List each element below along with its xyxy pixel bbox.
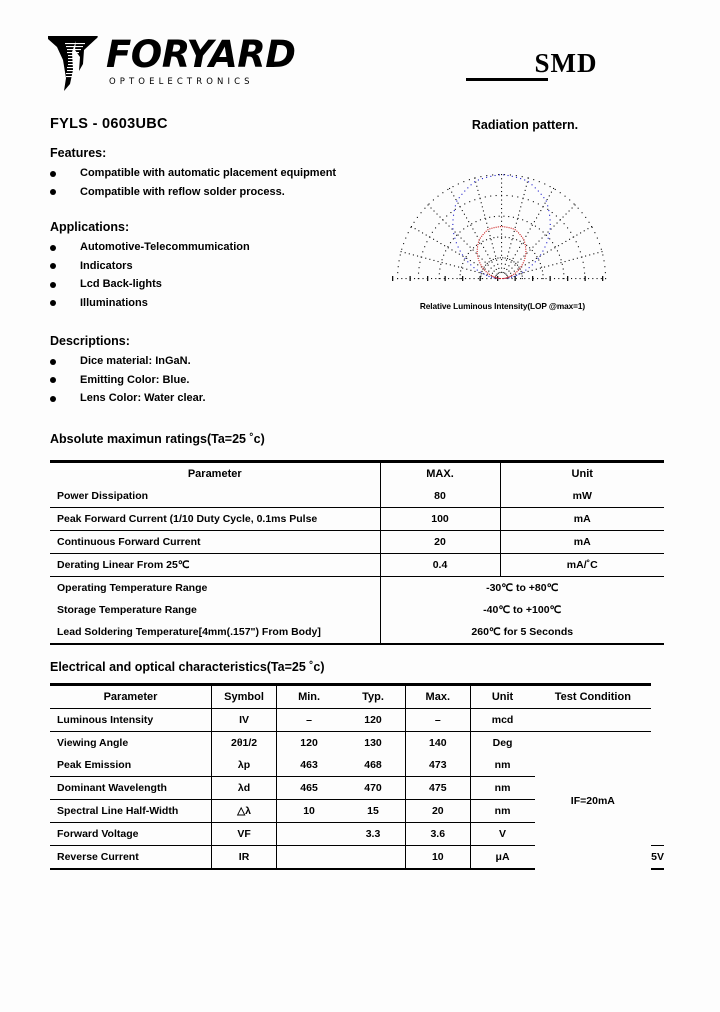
table-row xyxy=(50,621,664,644)
list-item-label: Compatible with automatic placement equipment xyxy=(80,167,337,179)
cell-max: – xyxy=(406,709,471,732)
features-heading: Features: xyxy=(50,146,107,160)
cell-min: 10 xyxy=(277,800,341,823)
cell-max: 80 xyxy=(380,485,500,508)
list-item xyxy=(50,183,336,202)
list-item xyxy=(50,294,250,313)
table-row xyxy=(50,599,664,621)
cell-min: – xyxy=(277,709,341,732)
cell-parameter: Spectral Line Half-Width xyxy=(50,800,212,823)
cell-max: 20 xyxy=(380,531,500,554)
list-item-label: Compatible with reflow solder process. xyxy=(80,185,285,198)
cell-min: 120 xyxy=(277,732,341,755)
list-item xyxy=(50,238,250,257)
list-item-label: Illuminations xyxy=(80,296,148,309)
applications-heading: Applications: xyxy=(50,220,130,234)
cell-parameter: Viewing Angle xyxy=(50,732,212,755)
column-header-min: Min. xyxy=(277,685,341,709)
cell-value: 260℃ for 5 Seconds xyxy=(380,621,664,644)
cell-unit: mA/˚C xyxy=(500,554,664,577)
cell-unit: nm xyxy=(470,800,534,823)
list-item-label: Automotive-Telecommumication xyxy=(80,241,250,253)
table-row xyxy=(50,709,664,732)
cell-parameter: Luminous Intensity xyxy=(50,709,212,732)
cell-max: 20 xyxy=(406,800,471,823)
applications-list xyxy=(50,238,250,312)
bullet-icon xyxy=(50,245,56,251)
brand-text-block xyxy=(106,30,295,88)
cell-unit: mA xyxy=(500,508,664,531)
column-header-unit: Unit xyxy=(500,462,664,486)
smd-label: SMD xyxy=(534,48,598,78)
bullet-icon xyxy=(50,359,56,365)
table-header-row xyxy=(50,462,664,486)
applications-section xyxy=(50,220,250,312)
cell-max: 100 xyxy=(380,508,500,531)
cell-parameter: Forward Voltage xyxy=(50,823,212,846)
cell-typ: 130 xyxy=(341,732,405,755)
cell-parameter: Storage Temperature Range xyxy=(57,604,197,616)
cell-parameter: Peak Emission xyxy=(57,759,132,771)
column-header-max: MAX. xyxy=(380,462,500,486)
bullet-icon xyxy=(50,263,56,269)
list-item-label: Emitting Color: Blue. xyxy=(80,373,190,386)
column-header-parameter: Parameter xyxy=(50,462,380,486)
cell-symbol: IV xyxy=(212,709,277,732)
features-section xyxy=(50,146,336,201)
cell-unit: nm xyxy=(470,754,534,777)
cell-parameter: Dominant Wavelength xyxy=(50,777,212,800)
table-row xyxy=(50,508,664,531)
bullet-icon xyxy=(50,282,56,288)
cell-unit: mcd xyxy=(470,709,534,732)
cell-min xyxy=(277,823,341,846)
cell-min: 463 xyxy=(277,754,341,777)
cell-unit: Deg xyxy=(470,732,534,755)
cell-typ: 468 xyxy=(364,759,382,771)
cell-symbol: 2θ1/2 xyxy=(212,732,277,755)
bullet-icon xyxy=(50,171,56,177)
cell-typ: 15 xyxy=(341,800,405,823)
column-header-unit: Unit xyxy=(470,685,534,709)
cell-typ xyxy=(341,846,405,870)
cell-test-condition-main: IF=20mA xyxy=(535,732,652,870)
radiation-pattern-title: Radiation pattern. xyxy=(471,118,579,132)
descriptions-heading: Descriptions: xyxy=(50,334,130,348)
column-header-max: Max. xyxy=(406,685,471,709)
table-header-row xyxy=(50,685,664,709)
cell-symbol: λd xyxy=(212,777,277,800)
page-header xyxy=(46,30,676,102)
cell-unit: mA xyxy=(500,531,664,554)
column-header-symbol: Symbol xyxy=(212,685,277,709)
smd-underline xyxy=(466,78,548,81)
list-item xyxy=(50,164,336,183)
column-header-test-condition: Test Condition xyxy=(535,685,652,709)
table-row xyxy=(50,485,664,508)
cell-max: 140 xyxy=(406,732,471,755)
cell-min xyxy=(277,846,341,870)
list-item xyxy=(50,257,250,276)
cell-parameter: Peak Forward Current (1/10 Duty Cycle, 0.1ms Pulse xyxy=(50,508,380,531)
list-item xyxy=(50,371,206,390)
radiation-pattern-caption: Relative Luminous Intensity(LOP @max=1) xyxy=(419,301,586,311)
list-item-label: Lcd Back-lights xyxy=(80,278,162,290)
brand-name: FORYARD xyxy=(106,33,296,76)
features-list xyxy=(50,164,336,201)
cell-max: 473 xyxy=(406,754,471,777)
column-header-parameter: Parameter xyxy=(50,685,212,709)
cell-parameter: Reverse Current xyxy=(50,846,212,870)
cell-value: -30℃ to +80℃ xyxy=(380,577,664,600)
cell-max: 3.6 xyxy=(406,823,471,846)
electrical-optical-table xyxy=(50,683,664,870)
list-item-label: Lens Color: Water clear. xyxy=(80,392,206,404)
cell-unit: nm xyxy=(470,777,534,800)
list-item-label: Indicators xyxy=(80,259,133,272)
cell-max: 475 xyxy=(406,777,471,800)
list-item-label: Dice material: InGaN. xyxy=(80,355,191,367)
cell-typ: 470 xyxy=(341,777,405,800)
electrical-optical-title: Electrical and optical characteristics(Ta=25 ˚c) xyxy=(50,660,325,674)
cell-unit: mW xyxy=(500,485,664,508)
absolute-max-ratings-title: Absolute maximun ratings(Ta=25 ˚c) xyxy=(50,432,265,446)
cell-parameter: Lead Soldering Temperature[4mm(.157") From Body] xyxy=(50,621,380,644)
list-item xyxy=(50,275,250,294)
bullet-icon xyxy=(50,396,56,402)
table-row xyxy=(50,577,664,600)
cell-value: -40℃ to +100℃ xyxy=(380,599,664,621)
bullet-icon xyxy=(50,377,56,383)
cell-symbol: VF xyxy=(212,823,277,846)
list-item xyxy=(50,352,206,371)
table-row xyxy=(50,732,664,755)
cell-symbol: △λ xyxy=(212,800,277,823)
radiation-pattern-chart xyxy=(386,160,616,295)
descriptions-section xyxy=(50,334,206,408)
cell-test-condition-empty xyxy=(535,709,652,732)
cell-test-condition-last: 5V xyxy=(651,846,664,870)
table-row xyxy=(50,531,664,554)
cell-symbol: IR xyxy=(212,846,277,870)
column-header-typ: Typ. xyxy=(341,685,405,709)
table-row xyxy=(50,554,664,577)
cell-typ: 3.3 xyxy=(341,823,405,846)
cell-symbol: λp xyxy=(212,754,277,777)
company-logo xyxy=(46,30,295,92)
cell-parameter: Power Dissipation xyxy=(57,490,149,502)
cell-unit: V xyxy=(470,823,534,846)
bullet-icon xyxy=(50,300,56,306)
cell-min: 465 xyxy=(277,777,341,800)
cell-max: 0.4 xyxy=(380,554,500,577)
cell-typ: 120 xyxy=(341,709,405,732)
absolute-max-ratings-table xyxy=(50,460,664,645)
list-item xyxy=(50,389,206,408)
bullet-icon xyxy=(50,189,56,195)
brand-tagline: OPTOELECTRONICS xyxy=(109,77,254,87)
cell-parameter: Continuous Forward Current xyxy=(50,531,380,554)
cell-max: 10 xyxy=(406,846,471,870)
cell-unit: μA xyxy=(470,846,534,870)
cell-parameter: Derating Linear From 25℃ xyxy=(50,554,380,577)
page-title: FYLS - 0603UBC xyxy=(50,116,168,132)
cell-parameter: Operating Temperature Range xyxy=(50,577,380,600)
descriptions-list xyxy=(50,352,206,408)
foryard-flame-logo-icon xyxy=(46,30,100,92)
